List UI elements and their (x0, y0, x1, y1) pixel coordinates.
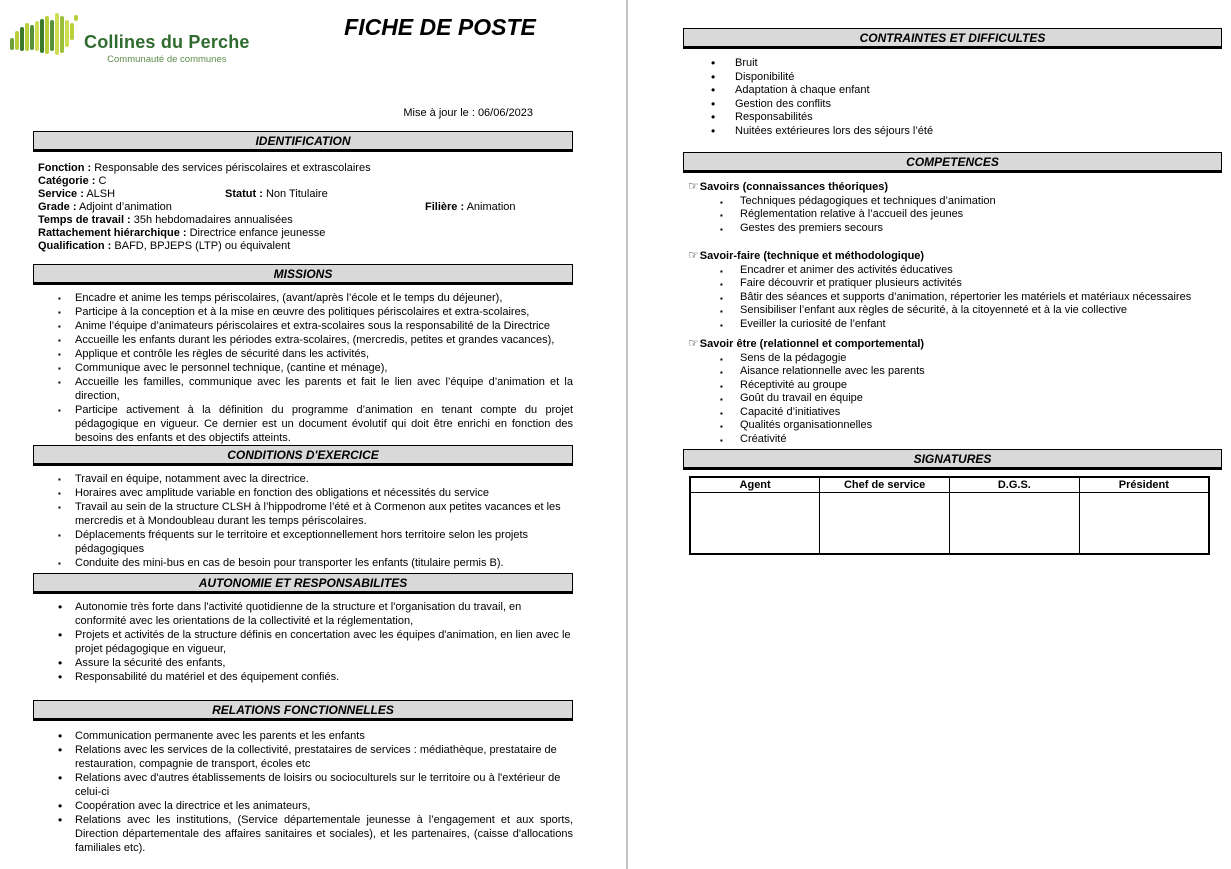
org-subtitle: Communauté de communes (107, 54, 227, 65)
list-item-text: Relations avec les services de la collectivité, prestataires de services : médiathèque, prestataire de restauration, compagnie de transport, écoles etc (75, 744, 557, 770)
list-item (683, 111, 1222, 125)
list-item-text: Encadre et anime les temps périscolaires, (avant/après l’école et le temps du déjeuner), (75, 292, 503, 304)
section-title: CONDITIONS D'EXERCICE (227, 448, 379, 462)
list-item-text: Accueille les familles, communique avec les parents et fait le lien avec l’équipe d’animation et la direction, (75, 376, 573, 402)
missions-list (33, 291, 573, 445)
list-item (33, 333, 573, 347)
list-item-text: Responsabilités (735, 111, 813, 123)
list-item (688, 379, 1222, 393)
left-column (33, 0, 573, 855)
field-statut-label: Statut : (225, 188, 263, 200)
section-title: MISSIONS (273, 267, 333, 281)
field-temps-label: Temps de travail : (38, 214, 131, 226)
list-item-text: Aisance relationnelle avec les parents (740, 365, 925, 377)
signatures-table (689, 476, 1210, 555)
field-grade-label: Grade : (38, 201, 77, 213)
page-divider (626, 0, 628, 869)
list-item (683, 84, 1222, 98)
list-item-text: Relations avec les institutions, (Service départementale jeunesse à l’engagement et aux sports, Direction départementale des affaires sanitaires et sociales), et les partenaires, (caisse d'allocations familiales etc). (75, 814, 573, 854)
list-item-text: Assure la sécurité des enfants, (75, 657, 226, 669)
list-item (33, 403, 573, 445)
list-item (688, 352, 1222, 366)
list-item-text: Adaptation à chaque enfant (735, 84, 870, 96)
field-service-value: ALSH (86, 188, 116, 200)
relations-list (33, 729, 573, 855)
list-item-text: Coopération avec la directrice et les animateurs, (75, 800, 311, 812)
list-item (33, 472, 573, 486)
section-title: AUTONOMIE ET RESPONSABILITES (198, 576, 408, 590)
field-filiere-label: Filière : (425, 201, 465, 213)
list-item-text: Applique et contrôle les règles de sécurité dans les activités, (75, 348, 370, 360)
list-item-text: Techniques pédagogiques et techniques d’animation (740, 194, 996, 207)
list-item (33, 528, 573, 556)
list-item-text: Relations avec d'autres établissements de loisirs ou socioculturels sur le territoire ou à l'extérieur de celui-ci (75, 772, 561, 798)
list-item-text: Encadrer et animer des activités éducatives (740, 263, 953, 276)
field-statut (225, 188, 328, 201)
conditions-list (33, 472, 573, 570)
competence-group-savoirs (683, 180, 1222, 235)
signatures-body-row (690, 493, 1209, 555)
list-item-text: Sensibiliser l’enfant aux règles de sécurité, à la citoyenneté et à la vie collective (740, 304, 1128, 316)
list-item (33, 670, 573, 684)
list-item-text: Sens de la pédagogie (740, 351, 847, 364)
savoir-etre-list (688, 352, 1222, 447)
right-column (683, 0, 1222, 555)
competence-group-heading (688, 337, 1222, 352)
list-item (33, 319, 573, 333)
savoirs-list (688, 195, 1222, 236)
list-item-text: Anime l’équipe d’animateurs périscolaires et extra-scolaires sous la responsabilité de la Directrice (75, 320, 551, 332)
list-item-text: Réglementation relative à l’accueil des jeunes (740, 208, 964, 220)
pointing-hand-icon: ☞ (688, 179, 699, 193)
signature-cell-agent (690, 493, 820, 555)
list-item-text: Capacité d’initiatives (740, 405, 841, 418)
section-title: IDENTIFICATION (255, 134, 351, 148)
list-item (688, 392, 1222, 406)
list-item (33, 799, 573, 813)
competence-group-title: Savoirs (connaissances théoriques) (699, 181, 889, 193)
list-item (33, 375, 573, 403)
list-item-text: Participe activement à la définition du programme d’animation en tenant compte du projet pédagogique en vigueur. Ce dernier est un document évolutif qui doit être enrichi en fonction des besoins des enfants et des objectifs atteints. (75, 404, 573, 444)
savoir-faire-list (688, 264, 1222, 332)
list-item-text: Projets et activités de la structure définis en concertation avec les équipes d'animation, en lien avec le projet pédagogique en vigueur, (75, 629, 571, 655)
list-item (33, 305, 573, 319)
section-identification-header (33, 131, 573, 152)
list-item (688, 304, 1222, 318)
org-name: Collines du Perche (84, 32, 250, 52)
competence-group-title: Savoir être (relationnel et comportemental) (699, 338, 925, 350)
competence-group-heading (688, 180, 1222, 195)
section-competences-header (683, 152, 1222, 173)
list-item (688, 277, 1222, 291)
identification-block (33, 162, 573, 253)
section-signatures-header (683, 449, 1222, 470)
list-item-text: Eveiller la curiosité de l’enfant (740, 317, 886, 330)
section-title: RELATIONS FONCTIONNELLES (212, 703, 394, 717)
list-item (688, 195, 1222, 209)
list-item (33, 600, 573, 628)
list-item-text: Bâtir des séances et supports d’animation, répertorier les matériels et matériaux nécessaires (740, 290, 1192, 303)
field-rattachement (38, 227, 573, 240)
list-item (688, 208, 1222, 222)
list-item (683, 98, 1222, 112)
list-item-text: Communication permanente avec les parents et les enfants (75, 730, 365, 742)
section-title: SIGNATURES (913, 452, 992, 466)
list-item (688, 406, 1222, 420)
list-item (33, 813, 573, 855)
field-rattachement-label: Rattachement hiérarchique : (38, 227, 187, 239)
field-filiere-value: Animation (466, 201, 516, 213)
section-autonomie-header (33, 573, 573, 594)
signature-cell-president (1079, 493, 1209, 555)
field-categorie-label: Catégorie : (38, 175, 96, 187)
list-item (33, 729, 573, 743)
list-item (33, 291, 573, 305)
autonomie-list (33, 600, 573, 684)
signature-cell-dgs (950, 493, 1080, 555)
list-item (33, 628, 573, 656)
field-statut-value: Non Titulaire (265, 188, 328, 200)
field-qualification-label: Qualification : (38, 240, 112, 252)
field-grade-value: Adjoint d’animation (78, 201, 172, 213)
field-service-statut (38, 188, 573, 201)
competence-group-savoir-faire (683, 249, 1222, 331)
list-item (688, 365, 1222, 379)
list-item-text: Conduite des mini-bus en cas de besoin pour transporter les enfants (titulaire permis B). (75, 557, 504, 569)
field-temps (38, 214, 573, 227)
list-item (33, 656, 573, 670)
list-item (688, 419, 1222, 433)
list-item-text: Créativité (740, 432, 787, 445)
field-qualification (38, 240, 573, 253)
list-item (33, 743, 573, 771)
list-item (33, 361, 573, 375)
signature-cell-chef-de-service (820, 493, 950, 555)
section-title: CONTRAINTES ET DIFFICULTES (859, 31, 1046, 45)
pointing-hand-icon: ☞ (688, 336, 699, 350)
section-contraintes-header (683, 28, 1222, 49)
list-item (683, 57, 1222, 71)
signatures-header-president: Président (1079, 477, 1209, 493)
field-rattachement-value: Directrice enfance jeunesse (189, 227, 326, 239)
updated-date: Mise à jour le : 06/06/2023 (403, 107, 533, 119)
section-missions-header (33, 264, 573, 285)
pointing-hand-icon: ☞ (688, 248, 699, 262)
section-title: COMPETENCES (906, 155, 999, 169)
list-item (33, 347, 573, 361)
list-item-text: Gestes des premiers secours (740, 221, 884, 234)
list-item (683, 125, 1222, 139)
list-item-text: Nuitées extérieures lors des séjours l’été (735, 124, 934, 137)
competence-group-savoir-etre (683, 337, 1222, 446)
list-item (688, 264, 1222, 278)
list-item (33, 556, 573, 570)
field-fonction-value: Responsable des services périscolaires et extrascolaires (94, 162, 371, 174)
list-item (688, 222, 1222, 236)
field-temps-value: 35h hebdomadaires annualisées (133, 214, 293, 226)
field-categorie-value: C (98, 175, 107, 187)
list-item (688, 291, 1222, 305)
list-item-text: Réceptivité au groupe (740, 378, 848, 391)
list-item (33, 486, 573, 500)
list-item-text: Travail au sein de la structure CLSH à l’hippodrome l’été et à Cormenon aux petites vacances et les mercredis et à Mondoubleau durant les temps périscolaires. (75, 501, 561, 527)
list-item-text: Responsabilité du matériel et des équipement confiés. (75, 671, 340, 683)
document-title: FICHE DE POSTE (344, 14, 536, 40)
field-fonction-label: Fonction : (38, 162, 92, 174)
field-qualification-value: BAFD, BPJEPS (LTP) ou équivalent (114, 240, 291, 252)
list-item (33, 771, 573, 799)
field-service-label: Service : (38, 188, 84, 200)
list-item (688, 318, 1222, 332)
list-item-text: Déplacements fréquents sur le territoire et exceptionnellement hors territoire selon les projets pédagogiques (75, 529, 529, 555)
field-fonction (38, 162, 573, 175)
signatures-header-chef-de-service: Chef de service (820, 477, 950, 493)
section-conditions-header (33, 445, 573, 466)
list-item-text: Gestion des conflits (735, 97, 831, 110)
contraintes-list (683, 57, 1222, 138)
section-relations-header (33, 700, 573, 721)
list-item-text: Travail en équipe, notamment avec la directrice. (75, 473, 309, 485)
signatures-header-row (690, 477, 1209, 493)
field-filiere (425, 201, 516, 214)
list-item-text: Participe à la conception et à la mise en œuvre des politiques périscolaires et extra-scolaires, (75, 306, 530, 318)
competence-group-title: Savoir-faire (technique et méthodologique) (699, 250, 925, 262)
list-item-text: Accueille les enfants durant les périodes extra-scolaires, (mercredis, petites et grandes vacances), (75, 334, 555, 346)
list-item-text: Autonomie très forte dans l'activité quotidienne de la structure et l'organisation du travail, en conformité avec les orientations de la collectivité et la réglementation, (75, 601, 522, 627)
list-item (33, 500, 573, 528)
list-item-text: Faire découvrir et pratiquer plusieurs activités (740, 277, 962, 289)
list-item-text: Qualités organisationnelles (740, 419, 873, 431)
list-item-text: Horaires avec amplitude variable en fonction des obligations et nécessités du service (75, 487, 489, 499)
field-categorie (38, 175, 573, 188)
list-item (688, 433, 1222, 447)
list-item-text: Communique avec le personnel technique, (cantine et ménage), (75, 362, 388, 374)
signatures-header-agent: Agent (690, 477, 820, 493)
list-item-text: Goût du travail en équipe (740, 392, 863, 404)
competence-group-heading (688, 249, 1222, 264)
signatures-header-dgs: D.G.S. (950, 477, 1080, 493)
list-item (683, 71, 1222, 85)
field-grade-filiere (38, 201, 573, 214)
list-item-text: Disponibilité (735, 70, 795, 83)
list-item-text: Bruit (735, 57, 758, 69)
